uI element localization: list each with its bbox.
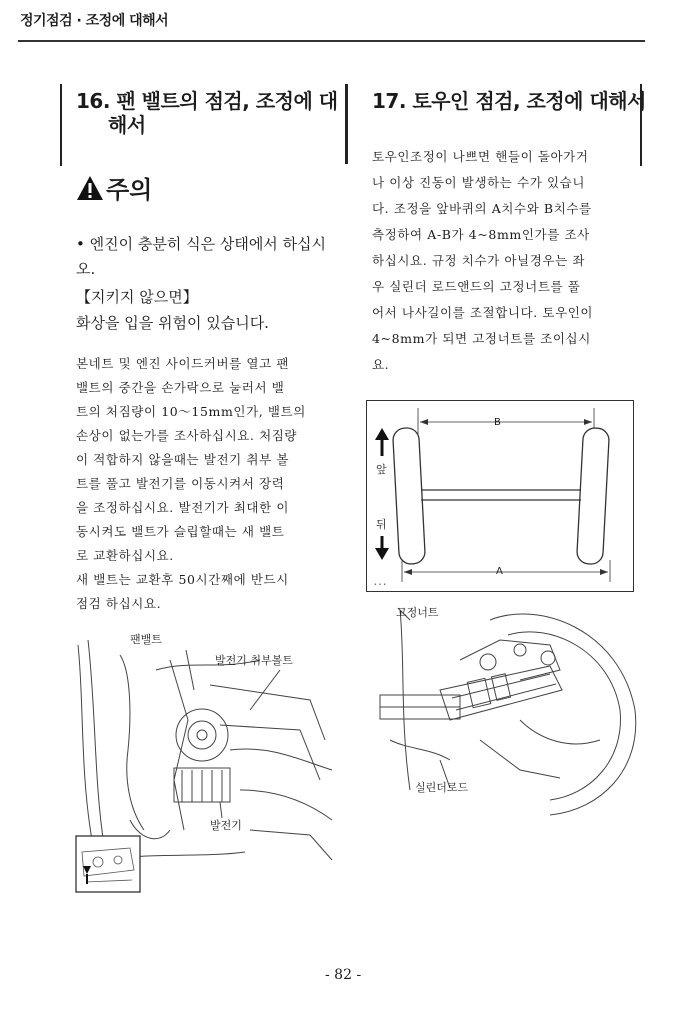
left-section-title-line2: 해서 (108, 113, 146, 137)
body-line: 을 조정하십시요. 발전기가 최대한 이 (76, 500, 289, 515)
fan-belt-figure (70, 630, 345, 900)
body-line: 트를 풀고 발전기를 이동시켜서 장력 (76, 476, 285, 491)
left-column-rule (60, 84, 62, 166)
body-line: 본네트 및 엔진 사이드커버를 열고 팬 (76, 356, 289, 371)
label-dimension-a: A (496, 566, 503, 577)
body-line: 새 밸트는 교환후 50시간째에 반드시 (76, 572, 289, 587)
right-body-paragraph (372, 144, 626, 378)
caution-bullet: • 엔진이 충분히 식은 상태에서 하십시오. (76, 235, 327, 278)
body-line: 동시켜도 밸트가 슬립할때는 새 밸트 (76, 524, 285, 539)
body-line: 손상이 없는가를 조사하십시요. 처짐량 (76, 428, 298, 443)
label-dimension-b: B (494, 417, 501, 428)
body-line: 점검 하십시요. (76, 596, 162, 611)
body-line: 이 적합하지 않을때는 발전기 취부 볼 (76, 452, 289, 467)
label-lock-nut: 고정너트 (396, 606, 439, 619)
right-section-title: 17. 토우인 점검, 조정에 대해서 (372, 89, 646, 113)
body-line: 밸트의 중간을 손가락으로 눌러서 밸 (76, 380, 285, 395)
body-line: 트의 처짐량이 10～15mm인가, 밸트의 (76, 404, 306, 419)
page-number: - 82 - (325, 967, 362, 983)
body-line: 토우인조정이 나쁘면 핸들이 돌아가거 (372, 149, 589, 164)
label-alternator-bolt: 발전기 취부볼트 (215, 654, 293, 667)
caution-heading (76, 170, 152, 205)
header-rule (18, 40, 645, 42)
toe-in-diagram (366, 400, 634, 592)
label-front: 앞 (376, 463, 387, 476)
body-line: 나 이상 진동이 발생하는 수가 있습니 (372, 175, 585, 190)
warning-triangle-icon (76, 175, 104, 201)
body-line: 로 교환하십시요. (76, 548, 174, 563)
svg-text:• • •: • • • (374, 582, 387, 588)
left-body-paragraph (76, 352, 340, 616)
body-line: 측정하여 A-B가 4~8mm인가를 조사 (372, 227, 590, 242)
body-line: 4~8mm가 되면 고정너트를 조이십시 (372, 331, 591, 346)
label-fan-belt: 팬밸트 (130, 633, 162, 646)
body-line: 요. (372, 357, 390, 372)
body-line: 어서 나사길이를 조절합니다. 토우인이 (372, 305, 594, 320)
caution-bracket: 【지키지 않으면】 (76, 288, 198, 306)
body-line: 다. 조정을 앞바퀴의 A치수와 B치수를 (372, 201, 592, 216)
caution-result: 화상을 입을 위험이 있습니다. (76, 314, 269, 332)
label-alternator: 발전기 (210, 819, 242, 832)
label-rear: 뒤 (376, 518, 387, 531)
label-cylinder-rod: 실린더로드 (415, 781, 469, 794)
header-title: 정기점검 · 조정에 대해서 (20, 13, 169, 29)
tie-rod-figure (370, 600, 642, 820)
center-column-rule (345, 84, 348, 164)
caution-label: 주의 (106, 176, 153, 204)
body-line: 하십시요. 규정 치수가 아닐경우는 좌 (372, 253, 585, 268)
body-line: 우 실린더 로드앤드의 고정너트를 풀 (372, 279, 581, 294)
left-section-title-line1: 16. 팬 밸트의 점검, 조정에 대 (76, 89, 338, 113)
